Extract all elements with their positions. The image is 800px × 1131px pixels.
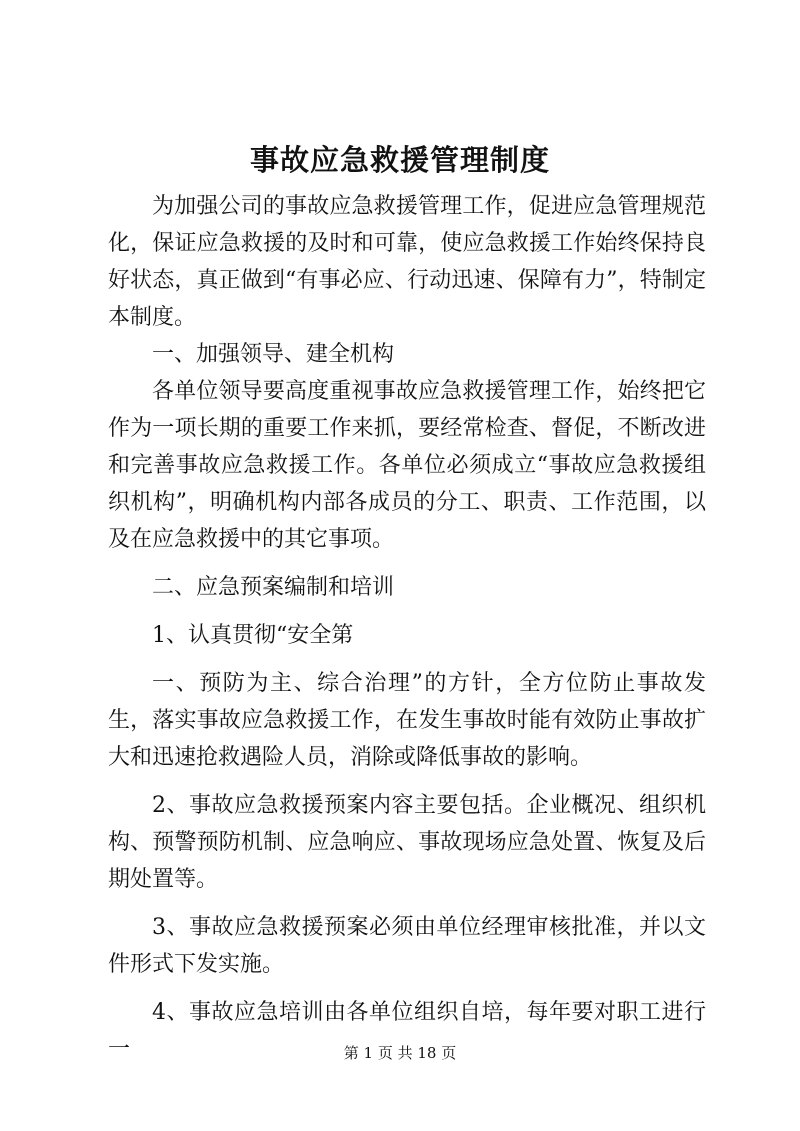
section-heading-2: 二、应急预案编制和培训 xyxy=(152,575,395,600)
page-number: 第 1 页 共 18 页 xyxy=(343,1044,457,1062)
section-heading-1: 一、加强领导、建全机构 xyxy=(152,342,395,367)
paragraph-intro: 为加强公司的事故应急救援管理工作，促进应急管理规范化，保证应急救援的及时和可靠，使应急救援工作始终保持良好状态，真正做到“有事必应、行动迅速、保障有力”，特制定本制度。 xyxy=(108,194,706,330)
list-item-1: 1、认真贯彻“安全第 xyxy=(152,623,354,648)
document-title: 事故应急救援管理制度 xyxy=(249,143,550,177)
paragraph-policy: 一、预防为主、综合治理”的方针，全方位防止事故发生，落实事故应急救援工作，在发生事故时能有效防止事故扩大和迅速抢救遇险人员，消除或降低事故的影响。 xyxy=(108,671,706,770)
document-body xyxy=(108,188,706,1068)
paragraph-leadership: 各单位领导要高度重视事故应急救援管理工作，始终把它作为一项长期的重要工作来抓，要经常检查、督促，不断改进和完善事故应急救援工作。各单位必须成立“事故应急救援组织机构”，明确机构内部各成员的分工、职责、工作范围，以及在应急救援中的其它事项。 xyxy=(108,379,706,552)
list-item-4: 4、事故应急培训由各单位组织自培，每年要对职工进行一 xyxy=(108,1000,706,1062)
list-item-3: 3、事故应急救援预案必须由单位经理审核批准，并以文件形式下发实施。 xyxy=(108,915,706,977)
list-item-2: 2、事故应急救援预案内容主要包括。企业概况、组织机构、预警预防机制、应急响应、事故现场应急处置、恢复及后期处置等。 xyxy=(108,793,706,892)
